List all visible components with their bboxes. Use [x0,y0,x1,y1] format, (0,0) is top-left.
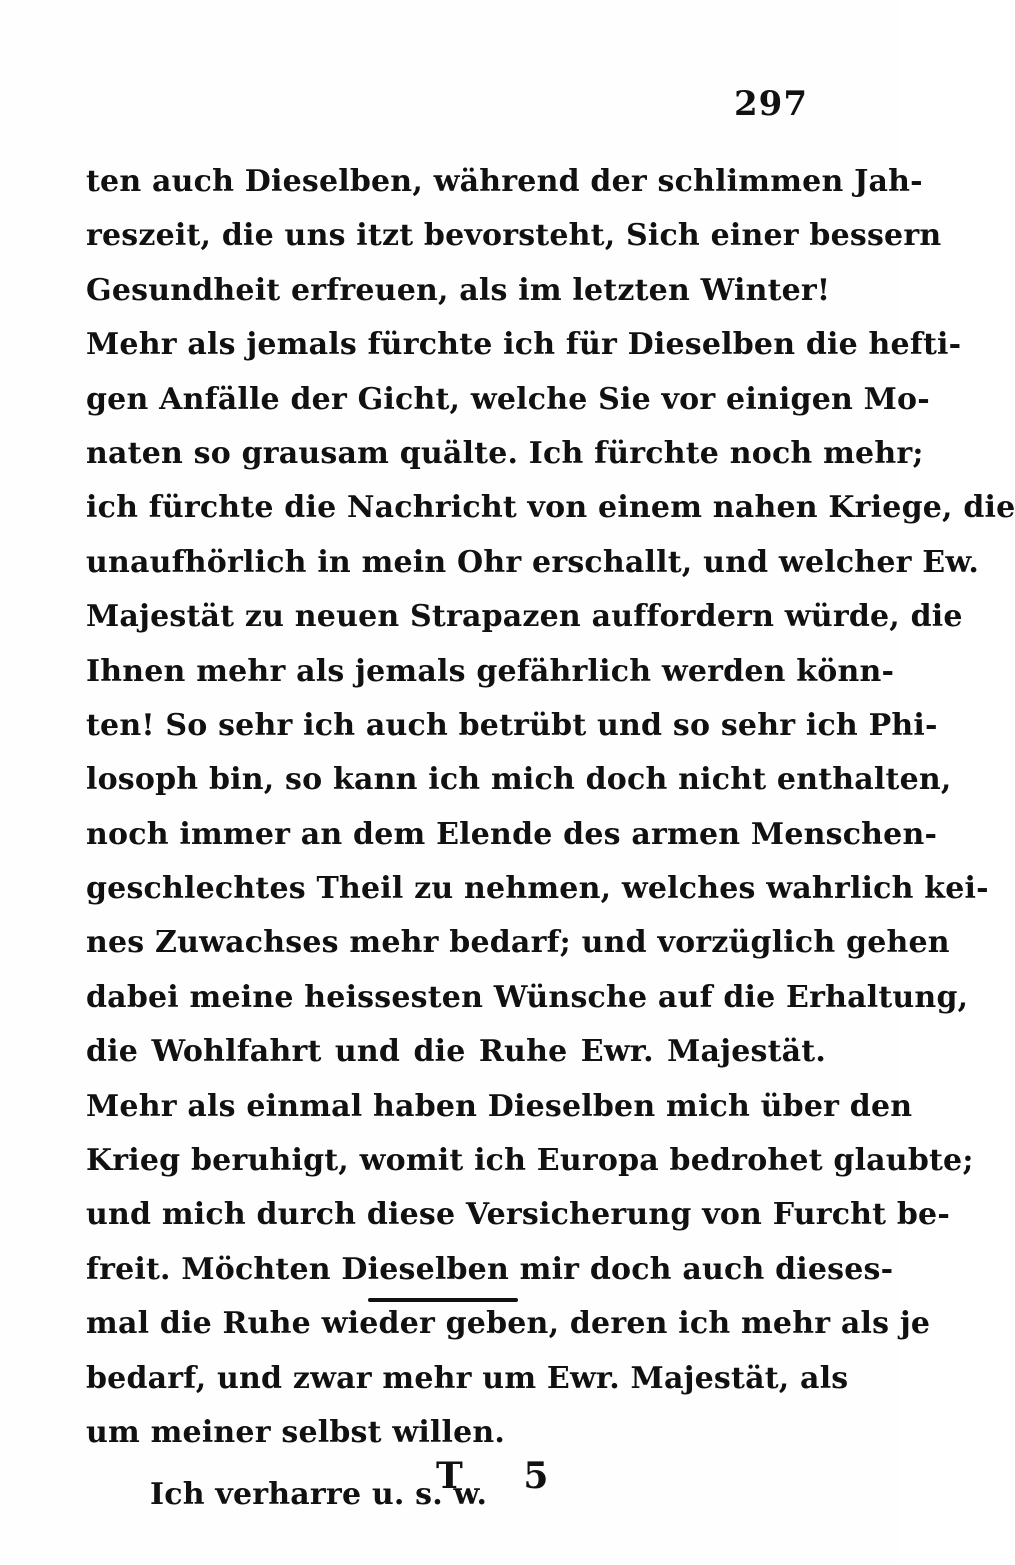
text-line: dabei meine heissesten Wünsche auf die Erhaltung, [86,979,969,1015]
text-line: mal die Ruhe wieder geben, deren ich mehr als je [86,1306,931,1342]
page-number: 297 [734,84,808,124]
text-line: noch immer an dem Elende des armen Menschen- [86,816,938,852]
text-line: Mehr als einmal haben Dieselben mich über den [86,1088,913,1124]
text-line: bedarf, und zwar mehr um Ewr. Majestät, als [86,1360,849,1396]
text-line: ten auch Dieselben, während der schlimmen Jah- [86,164,923,199]
text-line: und mich durch diese Versicherung von Furcht be- [86,1197,950,1233]
text-line: um meiner selbst willen. [86,1414,506,1450]
text-line: ten! So sehr ich auch betrübt und so sehr ich Phi- [86,707,938,743]
text-line: gen Anfälle der Gicht, welche Sie vor einigen Mo- [86,381,930,417]
printer-signature-mark: T 5 [436,1455,573,1497]
text-line: reszeit, die uns itzt bevorsteht, Sich einer bessern [86,218,942,254]
text-line: losoph bin, so kann ich mich doch nicht enthalten, [86,762,952,798]
text-line: naten so grausam quälte. Ich fürchte noch mehr; [86,435,924,471]
text-line: Krieg beruhigt, womit ich Europa bedrohet glaubte; [86,1143,974,1179]
text-line: freit. Möchten Dieselben mir doch auch dieses- [86,1251,894,1287]
section-divider [368,1298,518,1302]
text-line: ich fürchte die Nachricht von einem nahen Kriege, die [86,490,1015,526]
text-line: Majestät zu neuen Strapazen auffordern würde, die [86,599,963,635]
text-line: Ihnen mehr als jemals gefährlich werden könn- [86,653,895,689]
letter-text [86,155,1015,1523]
text-line: unaufhörlich in mein Ohr erschallt, und welcher Ew. [86,544,979,580]
closing-line: Ich verharre u. s. w. [150,1477,488,1513]
text-line: die Wohlfahrt und die Ruhe Ewr. Majestät. [86,1034,826,1070]
text-line: nes Zuwachses mehr bedarf; und vorzüglich gehen [86,925,950,961]
text-line: geschlechtes Theil zu nehmen, welches wahrlich kei- [86,871,989,907]
text-line: Gesundheit erfreuen, als im letzten Winter! [86,272,831,308]
text-line: Mehr als jemals fürchte ich für Dieselben die hefti- [86,327,962,363]
